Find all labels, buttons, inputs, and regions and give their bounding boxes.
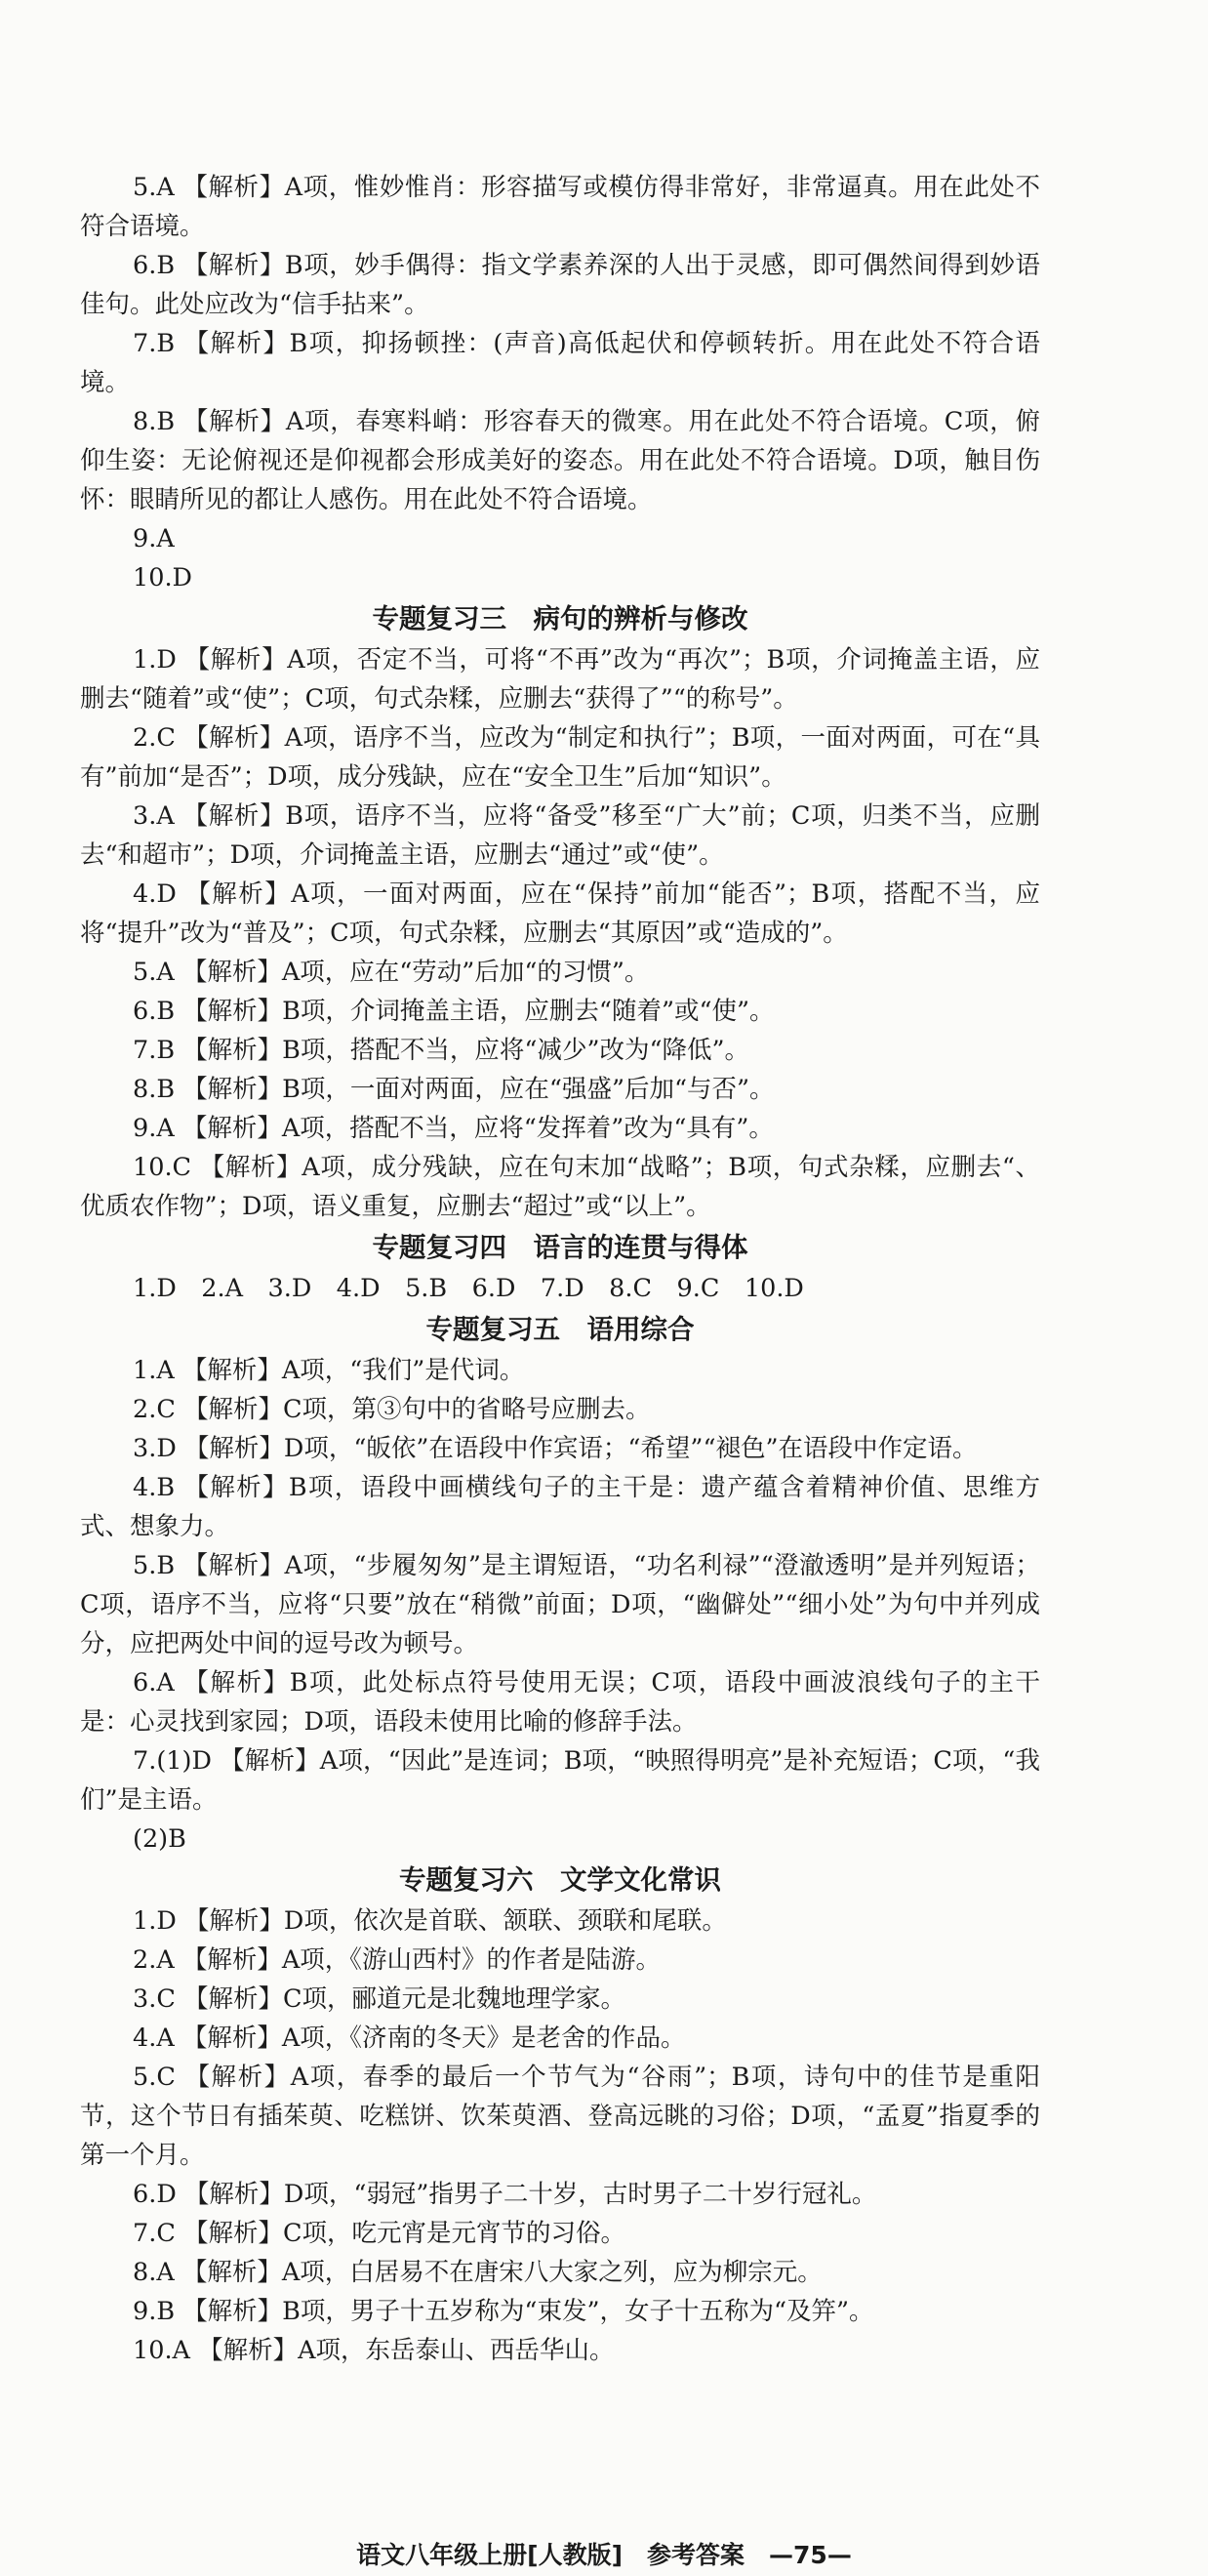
answer-item: 4.B 【解析】B项，语段中画横线句子的主干是：遗产蕴含着精神价值、思维方式、想象力。 (80, 1473, 1040, 1541)
answer-item: 5.A 【解析】A项，应在“劳动”后加“的习惯”。 (133, 958, 650, 987)
answer-item: 4.D 【解析】A项，一面对两面，应在“保持”前加“能否”；B项，搭配不当，应将“提升”改为“普及”；C项，句式杂糅，应删去“其原因”或“造成的”。 (80, 879, 1040, 948)
answer-item: 10.D (133, 563, 192, 593)
answer-item: 2.C 【解析】C项，第③句中的省略号应删去。 (133, 1395, 651, 1424)
answer-item: 9.B 【解析】B项，男子十五岁称为“束发”，女子十五称为“及笄”。 (133, 2297, 874, 2326)
section-heading: 专题复习六 文学文化常识 (399, 1864, 721, 1896)
page-footer: 语文八年级上册[人教版] 参考答案 —75— (356, 2541, 852, 2569)
answer-item: 1.D 【解析】D项，依次是首联、颔联、颈联和尾联。 (133, 1906, 727, 1936)
answer-item: 7.B 【解析】B项，搭配不当，应将“减少”改为“降低”。 (133, 1036, 750, 1065)
answer-item: (2)B (133, 1824, 186, 1854)
answer-item: 5.B 【解析】A项，“步履匆匆”是主谓短语，“功名利禄”“澄澈透明”是并列短语；C项，语序不当，应将“只要”放在“稍微”前面；D项，“幽僻处”“细小处”为句中并列成分，应把两处中间的逗号改为顿号。 (80, 1551, 1040, 1658)
answer-item: 8.B 【解析】A项，春寒料峭：形容春天的微寒。用在此处不符合语境。C项，俯仰生姿：无论俯视还是仰视都会形成美好的姿态。用在此处不符合语境。D项，触目伤怀：眼睛所见的都让人感伤。用在此处不符合语境。 (80, 407, 1040, 514)
answer-item: 5.A 【解析】A项，惟妙惟肖：形容描写或模仿得非常好，非常逼真。用在此处不符合语境。 (80, 173, 1040, 241)
answer-item: 2.C 【解析】A项，语序不当，应改为“制定和执行”；B项，一面对两面，可在“具有”前加“是否”；D项，成分残缺，应在“安全卫生”后加“知识”。 (80, 723, 1040, 792)
answer-item: 3.C 【解析】C项，郦道元是北魏地理学家。 (133, 1984, 625, 2014)
answer-item: 6.A 【解析】B项，此处标点符号使用无误；C项，语段中画波浪线句子的主干是：心灵找到家园；D项，语段未使用比喻的修辞手法。 (80, 1668, 1040, 1737)
answer-item: 1.A 【解析】A项，“我们”是代词。 (133, 1356, 525, 1385)
answer-item: 9.A (133, 524, 175, 553)
answer-item: 2.A 【解析】A项，《游山西村》的作者是陆游。 (133, 1945, 662, 1975)
answer-content (80, 168, 1040, 2370)
answer-item: 1.D 【解析】A项，否定不当，可将“不再”改为“再次”；B项，介词掩盖主语，应删去“随着”或“使”；C项，句式杂糅，应删去“获得了”“的称号”。 (80, 645, 1040, 714)
answer-item: 3.D 【解析】D项，“皈依”在语段中作宾语；“希望”“褪色”在语段中作定语。 (133, 1434, 978, 1463)
section-heading: 专题复习三 病句的辨析与修改 (372, 603, 748, 634)
answer-item: 7.B 【解析】B项，抑扬顿挫：(声音)高低起伏和停顿转折。用在此处不符合语境。 (80, 329, 1040, 397)
answer-item: 8.A 【解析】A项，白居易不在唐宋八大家之列，应为柳宗元。 (133, 2258, 823, 2287)
answer-item: 8.B 【解析】B项，一面对两面，应在“强盛”后加“与否”。 (133, 1075, 775, 1104)
answer-item: 10.C 【解析】A项，成分残缺，应在句末加“战略”；B项，句式杂糅，应删去“、优质农作物”；D项，语义重复，应删去“超过”或“以上”。 (80, 1153, 1040, 1221)
answer-item: 7.C 【解析】C项，吃元宵是元宵节的习俗。 (133, 2219, 625, 2248)
answer-item: 7.(1)D 【解析】A项，“因此”是连词；B项，“映照得明亮”是补充短语；C项，“我们”是主语。 (80, 1746, 1040, 1815)
answer-item: 10.A 【解析】A项，东岳泰山、西岳华山。 (133, 2336, 615, 2365)
section-heading: 专题复习五 语用综合 (425, 1314, 695, 1345)
answer-item: 9.A 【解析】A项，搭配不当，应将“发挥着”改为“具有”。 (133, 1114, 774, 1143)
answer-item: 1.D 2.A 3.D 4.D 5.B 6.D 7.D 8.C 9.C 10.D (133, 1274, 804, 1303)
answer-item: 6.B 【解析】B项，妙手偶得：指文学素养深的人出于灵感，即可偶然间得到妙语佳句。此处应改为“信手拈来”。 (80, 251, 1040, 319)
section-heading: 专题复习四 语言的连贯与得体 (372, 1232, 748, 1263)
answer-item: 6.B 【解析】B项，介词掩盖主语，应删去“随着”或“使”。 (133, 997, 775, 1026)
answer-item: 3.A 【解析】B项，语序不当，应将“备受”移至“广大”前；C项，归类不当，应删去“和超市”；D项，介词掩盖主语，应删去“通过”或“使”。 (80, 801, 1040, 870)
answer-item: 5.C 【解析】A项，春季的最后一个节气为“谷雨”；B项，诗句中的佳节是重阳节，这个节日有插茱萸、吃糕饼、饮茱萸酒、登高远眺的习俗；D项，“孟夏”指夏季的第一个月。 (80, 2063, 1040, 2170)
answer-item: 6.D 【解析】D项，“弱冠”指男子二十岁，古时男子二十岁行冠礼。 (133, 2180, 877, 2209)
answer-item: 4.A 【解析】A项，《济南的冬天》是老舍的作品。 (133, 2024, 686, 2053)
